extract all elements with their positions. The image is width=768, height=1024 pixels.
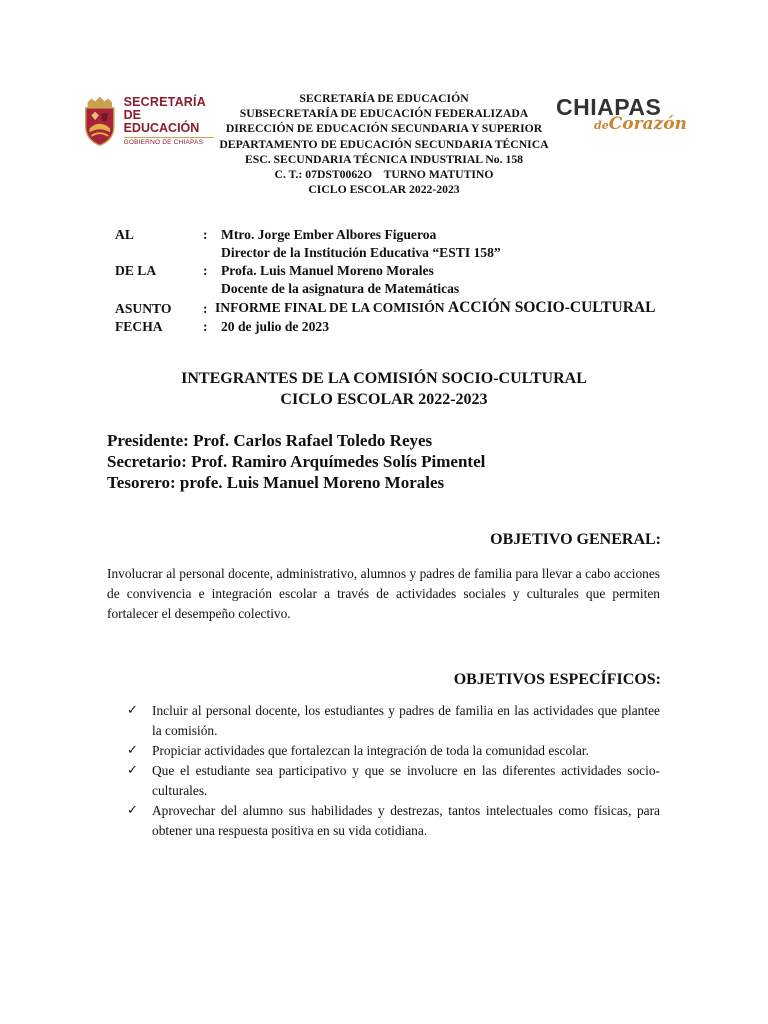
memo-row-dela [115,263,675,281]
memo-asunto-part2: ACCIÓN SOCIO-CULTURAL [448,299,656,316]
chiapas-logo-corazon: Corazón [608,114,687,134]
memo-label-fecha: FECHA [115,319,163,334]
sep-logo-text [124,96,214,147]
chiapas-logo-tagline [594,114,687,134]
header-line: CICLO ESCOLAR 2022-2023 [308,183,460,197]
general-objective-heading: OBJETIVO GENERAL: [490,531,661,548]
memo-label-dela: DE LA [115,263,157,278]
chiapas-logo-de: de [594,119,609,132]
memo-row-al-role [115,245,675,263]
check-icon: ✓ [127,763,138,778]
list-item [127,741,660,761]
memo-al-name: Mtro. Jorge Ember Albores Figueroa [221,227,437,242]
chiapas-de-corazon-logo [556,94,686,140]
memo-label-asunto: ASUNTO [115,301,172,316]
header-line: ESC. SECUNDARIA TÉCNICA INDUSTRIAL No. 158 [244,152,524,166]
memo-row-fecha [115,319,675,337]
check-icon: ✓ [127,803,138,818]
sep-logo-line3: GOBIERNO DE CHIAPAS [124,137,214,147]
check-icon: ✓ [127,743,138,758]
commission-title: INTEGRANTES DE LA COMISIÓN SOCIO-CULTURAL [181,370,587,387]
chiapas-logo-word: CHIAPAS [556,94,662,120]
memo-colon: : [203,319,208,334]
memo-asunto-part1: INFORME FINAL DE LA COMISIÓN [215,300,449,315]
member-president: Presidente: Prof. Carlos Rafael Toledo Reyes [107,431,433,450]
chiapas-coat-of-arms-icon [82,93,118,149]
specific-objectives-list [127,701,660,841]
memo-colon: : [203,263,208,278]
objective-text: Aprovechar del alumno sus habilidades y destrezas, tantos intelectuales como físicas, para obtener una respuesta positiva en su vida cotidiana. [152,803,660,838]
commission-members [107,430,485,493]
specific-objectives-heading: OBJETIVOS ESPECÍFICOS: [453,671,661,688]
memo-row-al [115,227,675,245]
commission-cycle: CICLO ESCOLAR 2022-2023 [280,391,488,408]
list-item [127,761,660,801]
check-icon: ✓ [127,703,138,718]
sep-logo-line2: DE EDUCACIÓN [123,108,200,135]
header-line: DEPARTAMENTO DE EDUCACIÓN SECUNDARIA TÉCNICA [219,137,549,151]
institution-header [214,91,554,197]
memo-fecha-value: 20 de julio de 2023 [221,319,329,334]
header-line: SUBSECRETARÍA DE EDUCACIÓN FEDERALIZADA [239,107,529,121]
memo-row-dela-role [115,281,675,299]
header-line: DIRECCIÓN DE EDUCACIÓN SECUNDARIA Y SUPERIOR [225,122,543,136]
general-objective-text: Involucrar al personal docente, administrativo, alumnos y padres de familia para llevar a cabo acciones de convivencia e integración escolar a través de actividades sociales y culturales que permiten fortalecer el desempeño colectivo. [107,566,660,621]
list-item [127,701,660,741]
memo-row-asunto [115,299,675,319]
memo-asunto-value [215,299,655,317]
memo-colon: : [203,301,208,316]
header-line: SECRETARÍA DE EDUCACIÓN [299,92,469,105]
member-treasurer: Tesorero: profe. Luis Manuel Moreno Morales [107,473,445,492]
memo-fields [115,227,675,337]
member-secretary: Secretario: Prof. Ramiro Arquímedes Solís Pimentel [107,452,486,471]
header-line: C. T.: 07DST0062O TURNO MATUTINO [274,168,494,182]
objective-text: Que el estudiante sea participativo y que se involucre en las diferentes actividades socio-culturales. [152,763,660,798]
sep-logo [82,92,214,150]
memo-dela-name: Profa. Luis Manuel Moreno Morales [221,263,434,278]
memo-colon: : [203,227,208,242]
objective-text: Propiciar actividades que fortalezcan la integración de toda la comunidad escolar. [152,743,589,758]
objective-text: Incluir al personal docente, los estudiantes y padres de familia en las actividades que plantee la comisión. [152,703,660,738]
list-item [127,801,660,841]
memo-dela-role: Docente de la asignatura de Matemáticas [221,281,460,296]
sep-logo-line1: SECRETARÍA [123,94,206,109]
memo-al-role: Director de la Institución Educativa “ESTI 158” [221,245,501,260]
memo-label-al: AL [115,227,134,242]
